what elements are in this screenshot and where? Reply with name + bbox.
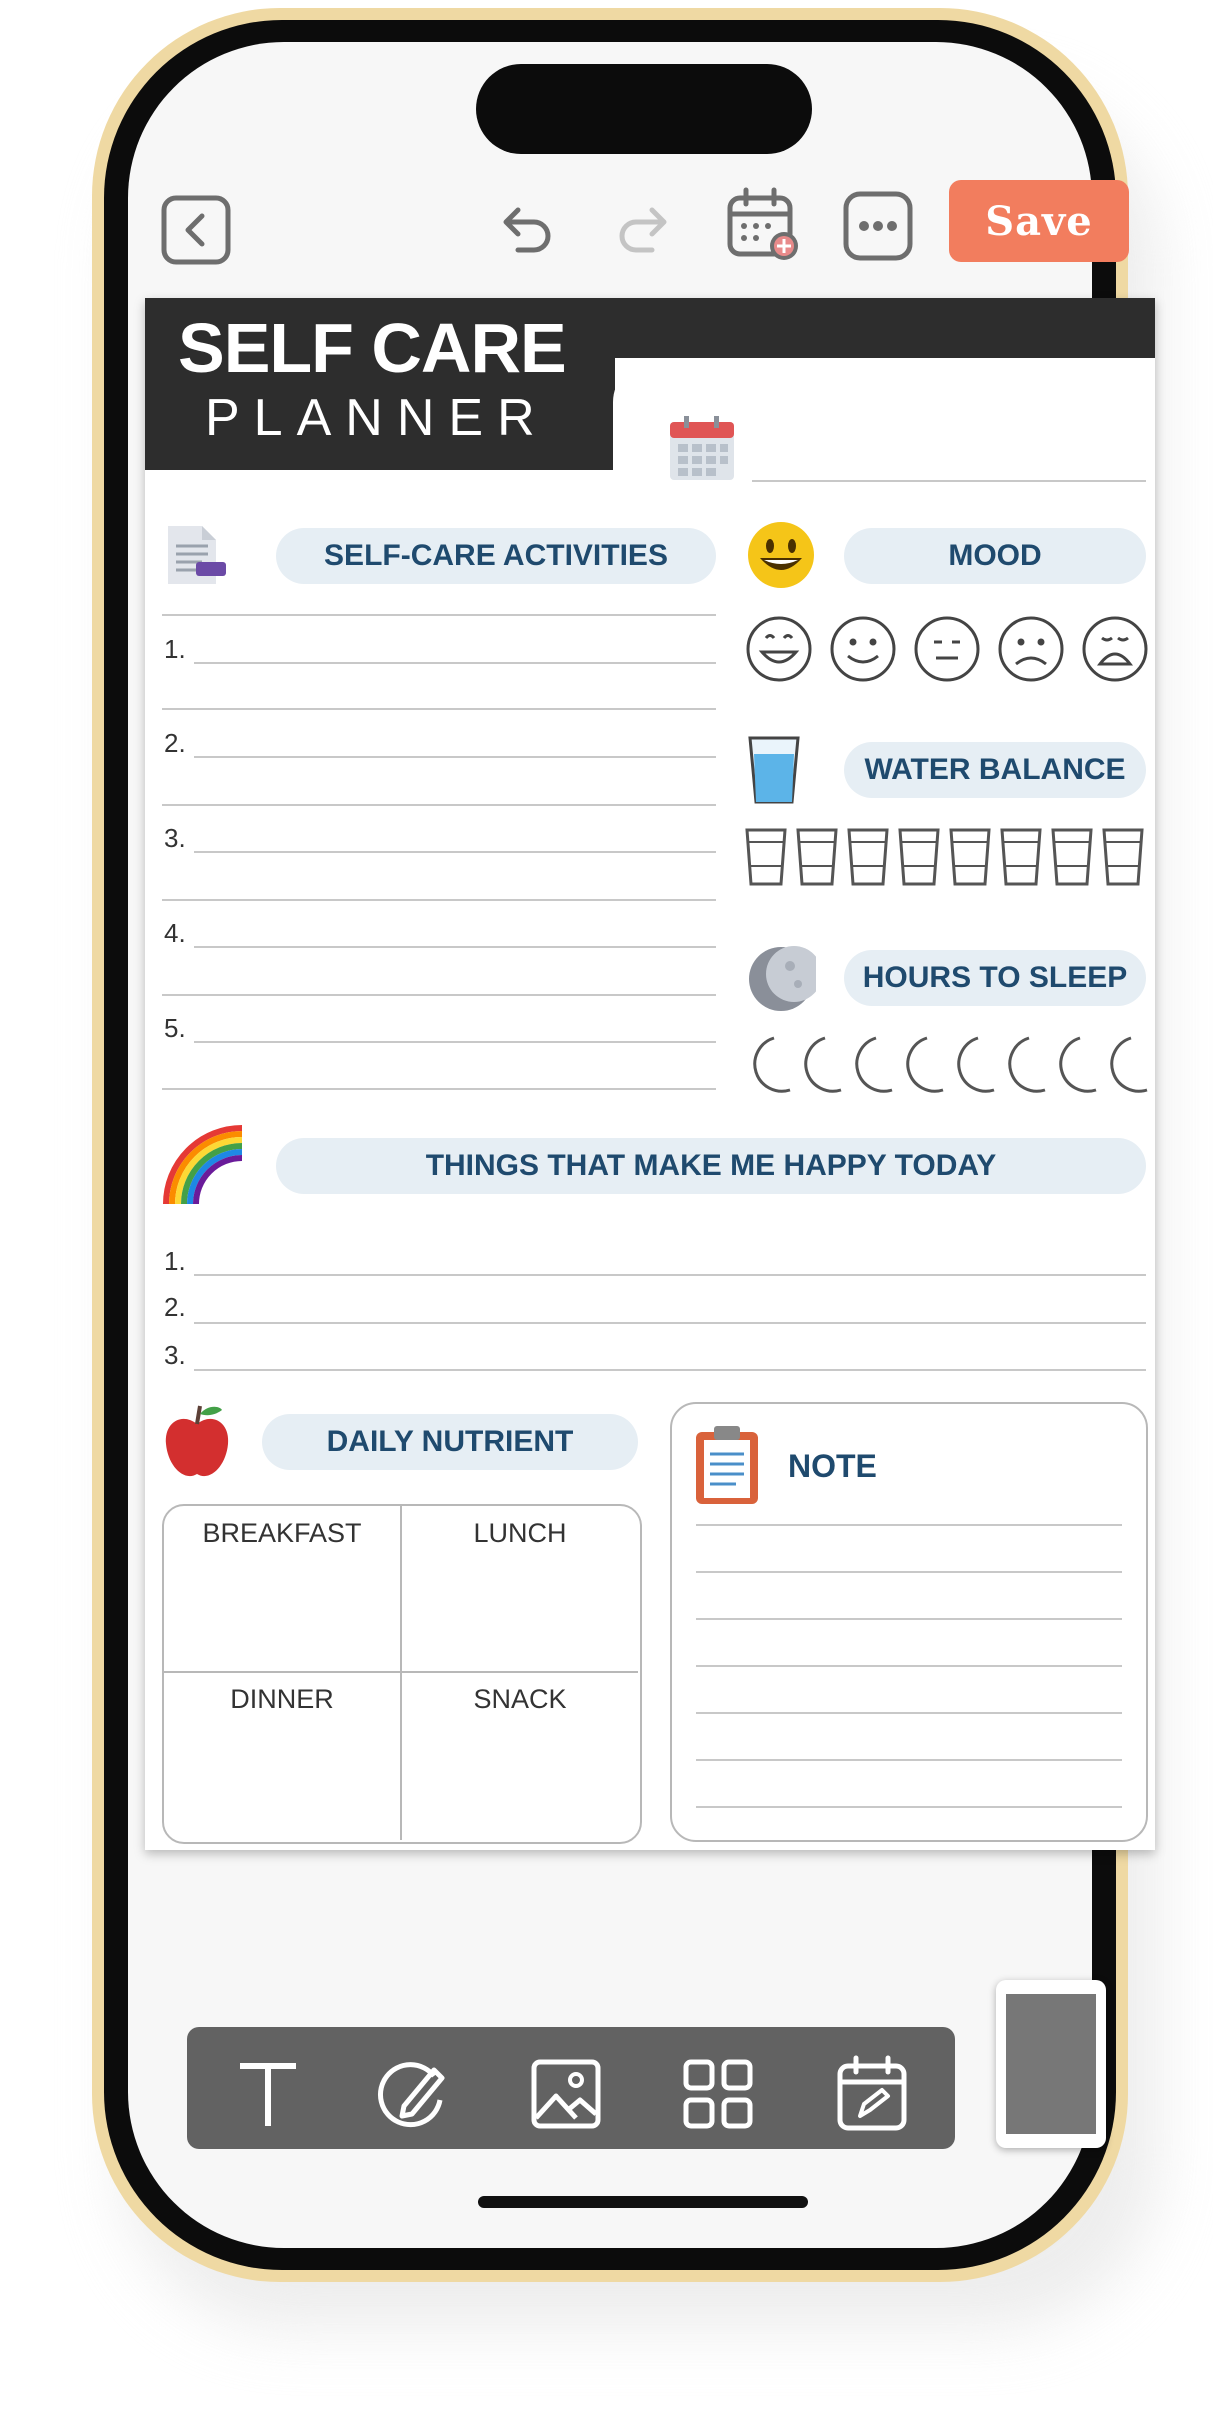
rainbow-icon	[162, 1124, 246, 1208]
crescent-moon-icon[interactable]	[908, 1038, 943, 1091]
mood-heading: MOOD	[844, 528, 1146, 584]
self-care-line	[162, 614, 716, 616]
water-glasses	[744, 826, 1150, 888]
planner-title: SELF CARE	[178, 309, 566, 387]
more-button[interactable]	[842, 190, 914, 262]
crescent-moon-icon[interactable]	[1112, 1038, 1147, 1091]
neutral-face-icon	[916, 618, 978, 680]
document-icon	[162, 522, 228, 588]
self-care-line	[194, 946, 716, 948]
self-care-line	[162, 899, 716, 901]
self-care-heading: SELF-CARE ACTIVITIES	[276, 528, 716, 584]
crescent-moon-icon[interactable]	[755, 1038, 790, 1091]
self-care-line	[194, 1041, 716, 1043]
undo-icon	[488, 194, 560, 266]
redo-button[interactable]	[610, 194, 682, 266]
moon-icon	[746, 944, 816, 1014]
save-button[interactable]: Save	[949, 180, 1129, 262]
happy-line	[194, 1274, 1146, 1276]
pen-tool-icon	[376, 2056, 452, 2132]
happy-number: 1.	[164, 1246, 186, 1276]
hours-to-sleep-heading: HOURS TO SLEEP	[844, 950, 1146, 1006]
happy-number: 2.	[164, 1292, 186, 1322]
dynamic-island	[476, 64, 812, 154]
daily-nutrient-heading: DAILY NUTRIENT	[262, 1414, 638, 1470]
calendar-add-button[interactable]	[724, 186, 804, 266]
crescent-moon-icon[interactable]	[806, 1038, 841, 1091]
self-care-line	[194, 851, 716, 853]
note-heading: NOTE	[788, 1448, 877, 1484]
self-care-line	[162, 804, 716, 806]
self-care-number: 4.	[164, 918, 186, 948]
note-line	[696, 1665, 1122, 1667]
crescent-moon-icon[interactable]	[1061, 1038, 1096, 1091]
nutrient-divider-horizontal	[164, 1671, 638, 1673]
self-care-number: 1.	[164, 634, 186, 664]
empty-glass-icon[interactable]	[1002, 830, 1040, 884]
water-balance-heading: WATER BALANCE	[844, 742, 1146, 798]
water-glass-icon	[746, 734, 802, 806]
empty-glass-icon[interactable]	[747, 830, 785, 884]
calendar-edit-button[interactable]	[834, 2054, 910, 2134]
empty-glass-icon[interactable]	[849, 830, 887, 884]
calendar-icon	[666, 412, 738, 484]
lunch-cell-label: LUNCH	[473, 1518, 567, 1548]
sleep-moons	[744, 1034, 1150, 1096]
note-line	[696, 1571, 1122, 1573]
planner-subtitle: PLANNER	[205, 389, 549, 447]
crescent-moon-icon[interactable]	[1010, 1038, 1045, 1091]
note-line	[696, 1524, 1122, 1526]
calendar-edit-icon	[834, 2054, 910, 2134]
chevron-left-icon	[160, 194, 232, 266]
happy-today-heading: THINGS THAT MAKE ME HAPPY TODAY	[276, 1138, 1146, 1194]
undo-button[interactable]	[488, 194, 560, 266]
dinner-cell-label: DINNER	[230, 1684, 334, 1714]
empty-glass-icon[interactable]	[1053, 830, 1091, 884]
snack-cell-label: SNACK	[473, 1684, 567, 1714]
happy-line	[194, 1369, 1146, 1371]
text-tool-button[interactable]	[230, 2056, 306, 2132]
very-happy-face-icon	[748, 618, 810, 680]
happy-face-icon	[832, 618, 894, 680]
self-care-line	[162, 1088, 716, 1090]
self-care-line	[162, 994, 716, 996]
very-sad-face-icon	[1084, 618, 1146, 680]
breakfast-cell-label: BREAKFAST	[202, 1518, 362, 1548]
date-line	[752, 480, 1146, 482]
empty-glass-icon[interactable]	[951, 830, 989, 884]
nutrient-divider-vertical	[400, 1506, 402, 1840]
pen-tool-button[interactable]	[376, 2056, 452, 2132]
home-indicator	[478, 2196, 808, 2208]
text-tool-icon	[230, 2056, 306, 2132]
empty-glass-icon[interactable]	[900, 830, 938, 884]
note-line	[696, 1712, 1122, 1714]
happy-number: 3.	[164, 1340, 186, 1370]
note-line	[696, 1806, 1122, 1808]
page-thumbnail-preview	[1006, 1994, 1096, 2134]
sad-face-icon	[1000, 618, 1062, 680]
layout-tool-icon	[680, 2056, 756, 2132]
back-button[interactable]	[160, 194, 232, 266]
mood-faces	[744, 614, 1150, 684]
empty-glass-icon[interactable]	[1104, 830, 1142, 884]
layout-tool-button[interactable]	[680, 2056, 756, 2132]
self-care-number: 5.	[164, 1013, 186, 1043]
grinning-face-icon	[746, 520, 816, 590]
nutrient-grid	[162, 1504, 642, 1844]
happy-line	[194, 1322, 1146, 1324]
crescent-moon-icon[interactable]	[857, 1038, 892, 1091]
self-care-line	[162, 708, 716, 710]
more-icon	[842, 190, 914, 262]
calendar-add-icon	[724, 186, 804, 266]
clipboard-icon	[692, 1422, 762, 1508]
self-care-line	[194, 756, 716, 758]
self-care-number: 2.	[164, 728, 186, 758]
crescent-moon-icon[interactable]	[959, 1038, 994, 1091]
image-tool-icon	[528, 2056, 604, 2132]
redo-icon	[610, 194, 682, 266]
self-care-number: 3.	[164, 823, 186, 853]
empty-glass-icon[interactable]	[798, 830, 836, 884]
self-care-line	[194, 662, 716, 664]
note-line	[696, 1759, 1122, 1761]
apple-icon	[162, 1402, 232, 1482]
image-tool-button[interactable]	[528, 2056, 604, 2132]
note-line	[696, 1618, 1122, 1620]
